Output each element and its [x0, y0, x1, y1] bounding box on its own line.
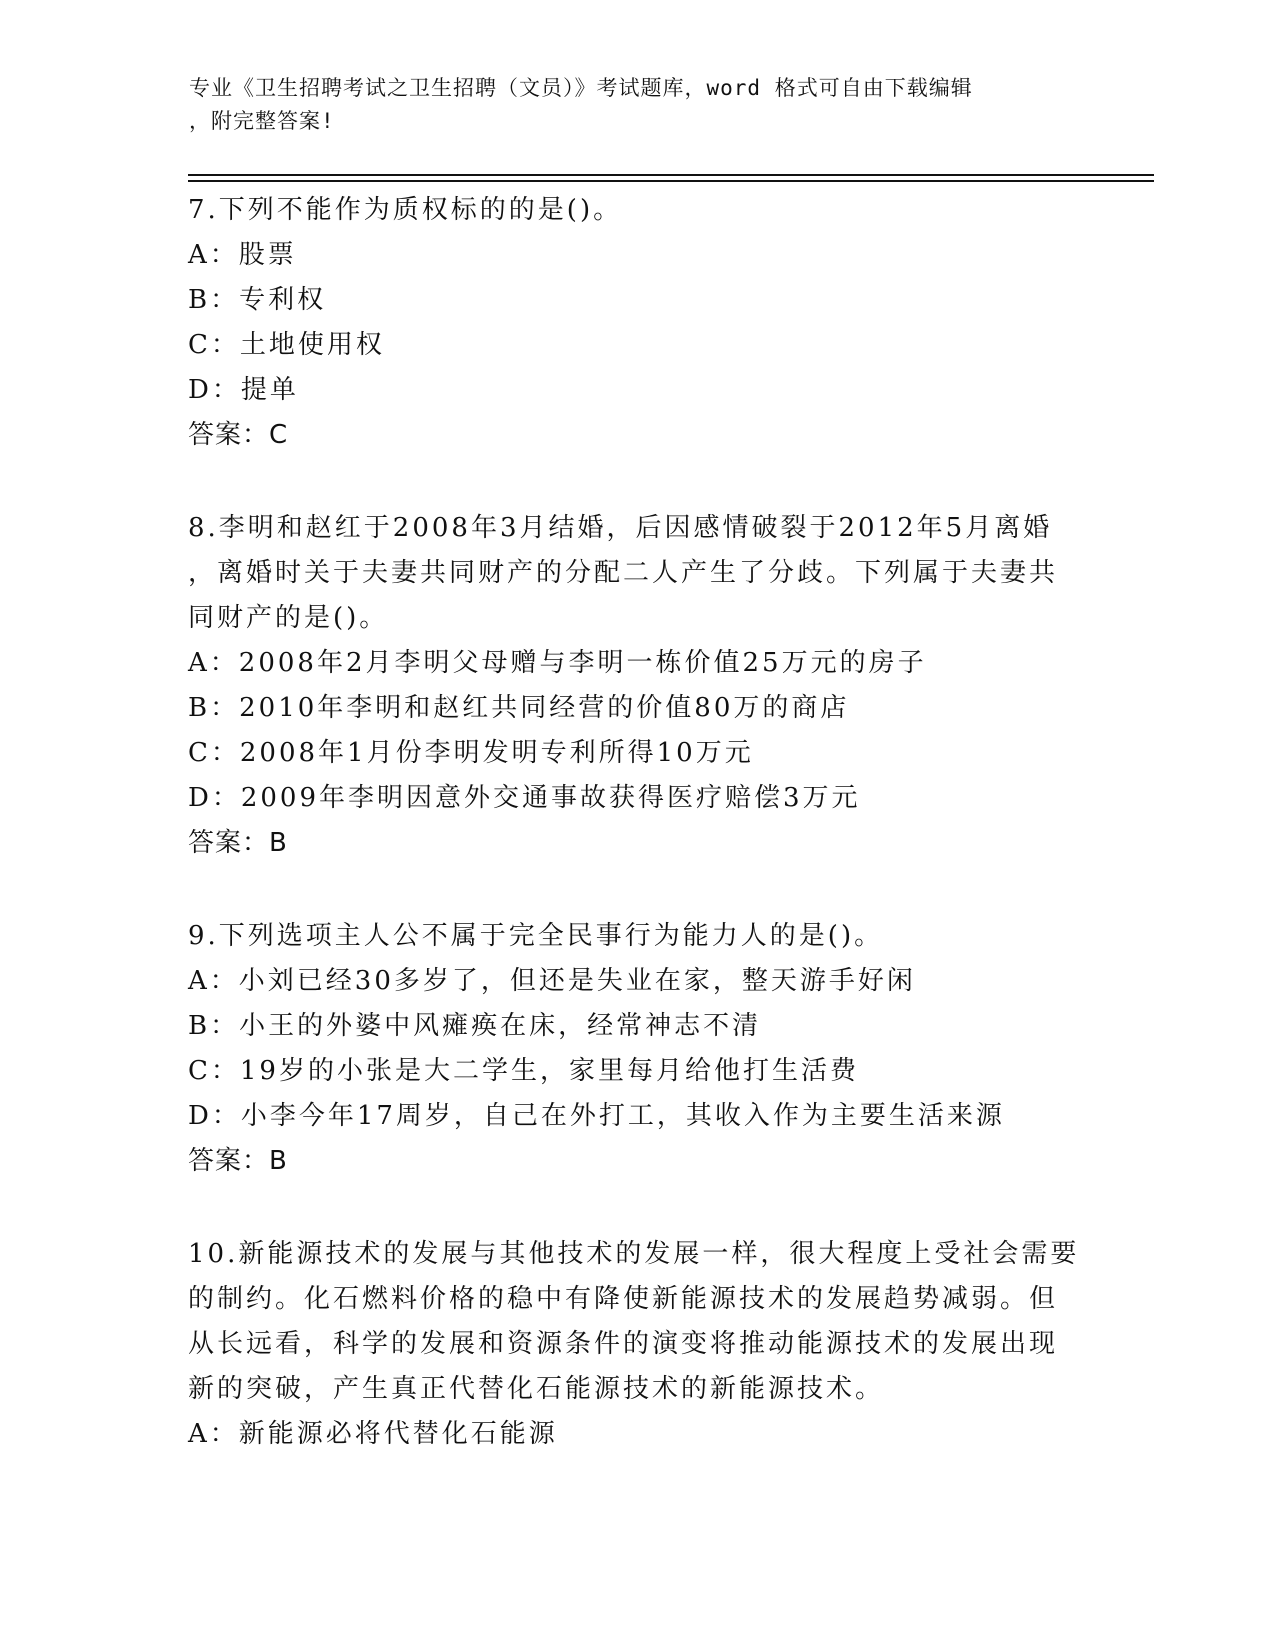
option-b: B：2010年李明和赵红共同经营的价值80万的商店: [188, 693, 850, 723]
answer: 答案：C: [188, 420, 289, 450]
option-b: B：小王的外婆中风瘫痪在床，经常神志不清: [188, 1011, 762, 1041]
option-a: A：股票: [188, 240, 297, 270]
option-c: C：2008年1月份李明发明专利所得10万元: [188, 738, 754, 768]
question-stem-line: 的制约。化石燃料价格的稳中有降使新能源技术的发展趋势减弱。但: [188, 1284, 1059, 1314]
option-c: C：土地使用权: [188, 330, 385, 360]
header-divider-top: [188, 174, 1154, 176]
option-a: A：2008年2月李明父母赠与李明一栋价值25万元的房子: [188, 648, 927, 678]
option-d: D：小李今年17周岁，自己在外打工，其收入作为主要生活来源: [188, 1101, 1005, 1131]
question-10: [188, 1232, 1088, 1457]
option-b: B：专利权: [188, 285, 327, 315]
answer: 答案：B: [188, 1146, 288, 1176]
question-stem-line: 10.新能源技术的发展与其他技术的发展一样，很大程度上受社会需要: [188, 1239, 1080, 1269]
option-c: C：19岁的小张是大二学生，家里每月给他打生活费: [188, 1056, 859, 1086]
header-line-1: 专业《卫生招聘考试之卫生招聘（文员）》考试题库，word 格式可自由下载编辑: [189, 76, 973, 100]
option-a: A：小刘已经30多岁了，但还是失业在家，整天游手好闲: [188, 966, 916, 996]
question-stem-line: 新的突破，产生真正代替化石能源技术的新能源技术。: [188, 1374, 885, 1404]
question-stem-line: ，离婚时关于夫妻共同财产的分配二人产生了分歧。下列属于夫妻共: [188, 558, 1059, 588]
option-d: D：提单: [188, 375, 299, 405]
question-stem: 7.下列不能作为质权标的的是()。: [188, 195, 623, 225]
option-a: A：新能源必将代替化石能源: [188, 1419, 558, 1449]
question-9: [188, 914, 1088, 1184]
question-8: [188, 506, 1088, 866]
header-divider-bottom: [188, 180, 1154, 182]
question-stem-line: 同财产的是()。: [188, 603, 389, 633]
answer: 答案：B: [188, 828, 288, 858]
question-7: [188, 188, 1088, 458]
question-stem-line: 从长远看，科学的发展和资源条件的演变将推动能源技术的发展出现: [188, 1329, 1059, 1359]
option-d: D：2009年李明因意外交通事故获得医疗赔偿3万元: [188, 783, 861, 813]
question-stem-line: 8.李明和赵红于2008年3月结婚，后因感情破裂于2012年5月离婚: [188, 513, 1053, 543]
question-stem: 9.下列选项主人公不属于完全民事行为能力人的是()。: [188, 921, 884, 951]
header-line-2: ，附完整答案!: [189, 109, 335, 133]
document-header: [189, 72, 1089, 138]
